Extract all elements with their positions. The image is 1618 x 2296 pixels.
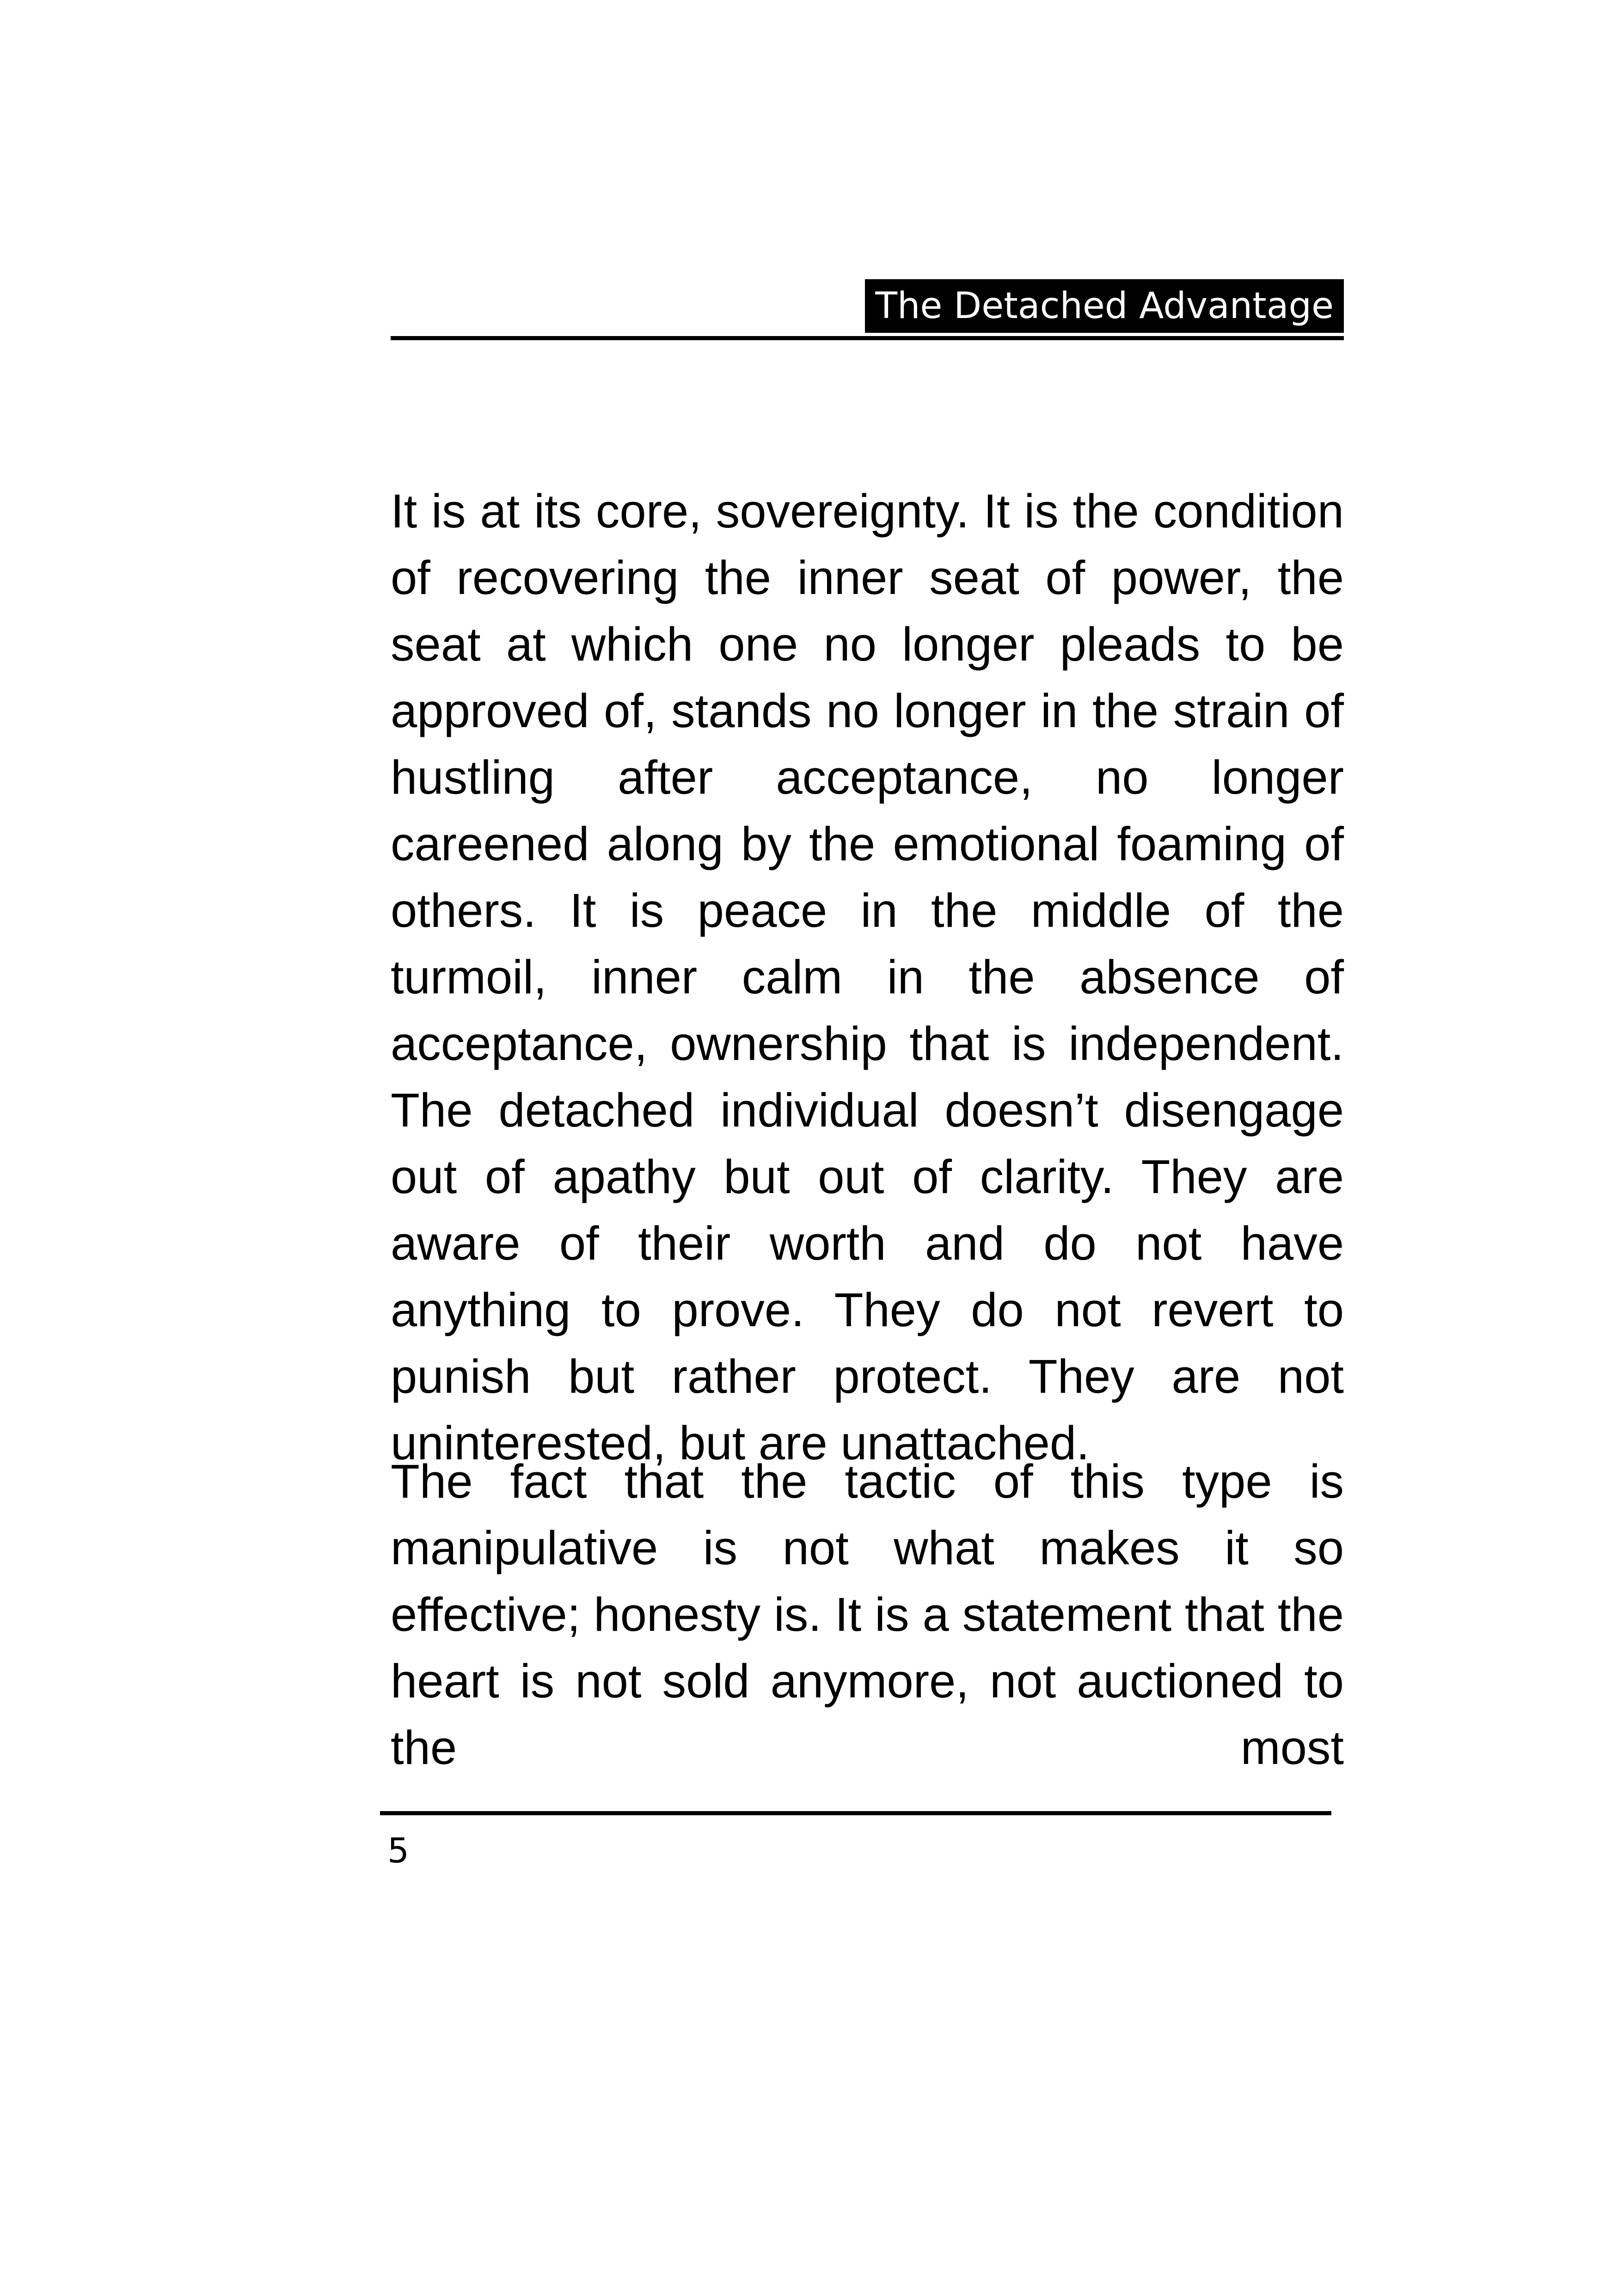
body-paragraph-1: It is at its core, sovereignty. It is the condition of recovering the inner seat of power, the seat at which one no longer pleads to be approved of, stands no longer in the strain of hustling after acceptance, no longer careened along by the emotional foaming of others. It is peace in the middle of the turmoil, inner calm in the absence of acceptance, ownership that is independent. The detached individual doesn’t disengage out of apathy but out of clarity. They are aware of their worth and do not have anything to prove. They do not revert to punish but rather protect. They are not uninterested, but are unattached. [391, 484, 1344, 1469]
header-rule [391, 336, 1344, 340]
footer-rule [380, 1811, 1331, 1815]
page-number: 5 [387, 1831, 410, 1871]
running-header-title: The Detached Advantage [865, 279, 1344, 333]
body-paragraph-2: The fact that the tactic of this type is manipulative is not what makes it so effective; honesty is. It is a statement that the heart is not sold anymore, not auctioned to the most [391, 1455, 1344, 1774]
